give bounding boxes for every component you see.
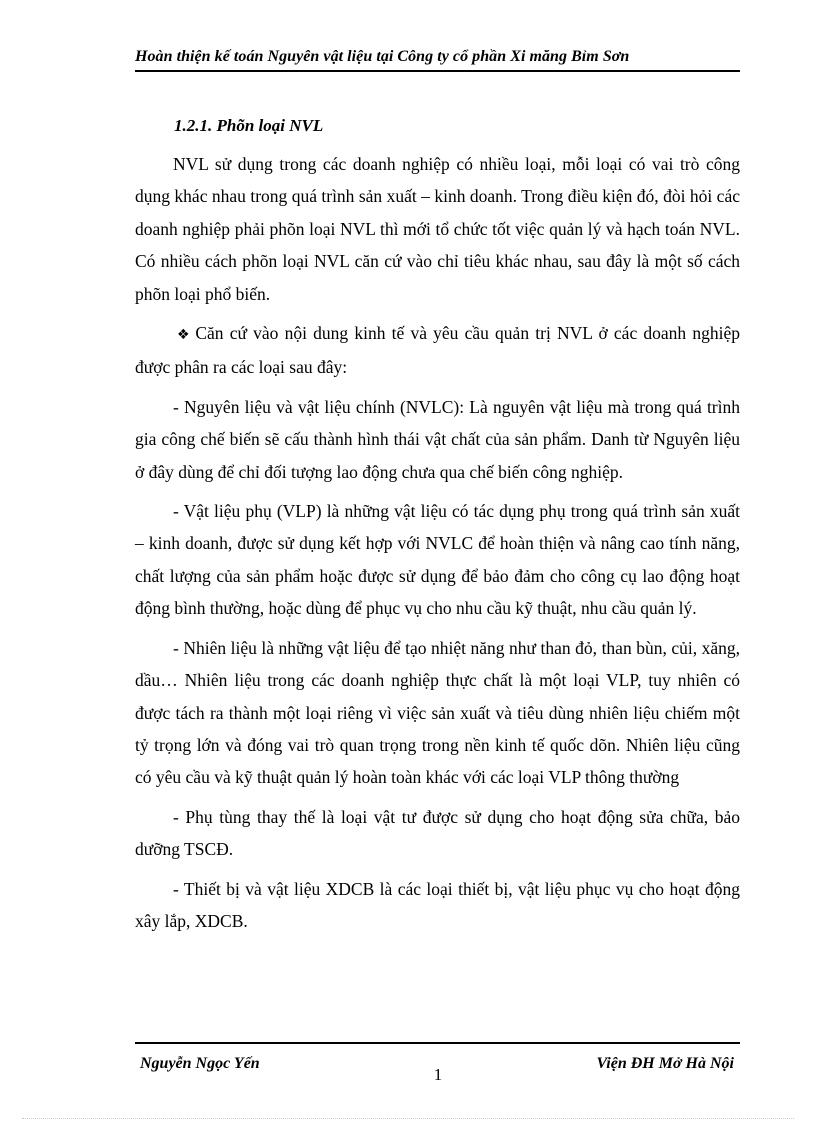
footer-author: Nguyễn Ngọc Yến	[140, 1055, 260, 1072]
paragraph: - Nhiên liệu là những vật liệu để tạo nhiệt năng như than đỏ, than bùn, củi, xăng, dầu… Nhiên liệu trong các doanh nghiệp thực chất là một loại VLP, tuy nhiên có được tách ra thành một loại riêng vì việc sản xuất và tiêu dùng nhiên liệu chiếm một tỷ trọng lớn và đóng vai trò quan trọng trong nền kinh tế quốc dõn. Nhiên liệu cũng có yêu cầu và kỹ thuật quản lý hoàn toàn khác với các loại VLP thông thường	[135, 637, 740, 788]
section-title: 1.2.1. Phõn loại NVL	[174, 116, 324, 135]
bullet-paragraph-text: Căn cứ vào nội dung kinh tế và yêu cầu quản trị NVL ở các doanh nghiệp được phân ra các loại sau đây:	[135, 323, 740, 378]
document-body	[135, 148, 740, 944]
page-number: 1	[433, 1065, 443, 1084]
diamond-bullet-icon: ❖	[177, 327, 192, 344]
bullet-paragraph	[135, 317, 740, 384]
paragraph: - Thiết bị và vật liệu XDCB là các loại thiết bị, vật liệu phục vụ cho hoạt động xây lắp, XDCB.	[135, 878, 740, 931]
paragraph: - Vật liệu phụ (VLP) là những vật liệu có tác dụng phụ trong quá trình sản xuất – kinh doanh, được sử dụng kết hợp với NVLC để hoàn thiện và nâng cao tính năng, chất lượng của sản phẩm hoặc được sử dụng để bảo đảm cho công cụ lao động hoạt động bình thường, hoặc dùng để phục vụ cho nhu cầu kỹ thuật, nhu cầu quản lý.	[135, 501, 740, 619]
footer-institution: Viện ĐH Mở Hà Nội	[596, 1055, 734, 1072]
footer-rule	[135, 1042, 740, 1044]
header-rule	[135, 70, 740, 72]
paragraph: - Phụ tùng thay thế là loại vật tư được sử dụng cho hoạt động sửa chữa, bảo dưỡng TSCĐ.	[135, 806, 740, 860]
paragraph: - Nguyên liệu và vật liệu chính (NVLC): Là nguyên vật liệu mà trong quá trình gia công chế biến sẽ cấu thành hình thái vật chất của sản phẩm. Danh từ Nguyên liệu ở đây dùng để chỉ đối tượng lao động chưa qua chế biến công nghiệp.	[135, 396, 740, 482]
page-bottom-dotted-line	[22, 1118, 794, 1119]
paragraph: NVL sử dụng trong các doanh nghiệp có nhiều loại, mỗi loại có vai trò công dụng khác nhau trong quá trình sản xuất – kinh doanh. Trong điều kiện đó, đòi hỏi các doanh nghiệp phải phõn loại NVL thì mới tổ chức tốt việc quản lý và hạch toán NVL. Có nhiều cách phõn loại NVL căn cứ vào chỉ tiêu khác nhau, sau đây là một số cách phõn loại phổ biến.	[135, 154, 740, 304]
running-header: Hoàn thiện kế toán Nguyên vật liệu tại Công ty cổ phần Xi măng Bỉm Sơn	[135, 48, 630, 65]
